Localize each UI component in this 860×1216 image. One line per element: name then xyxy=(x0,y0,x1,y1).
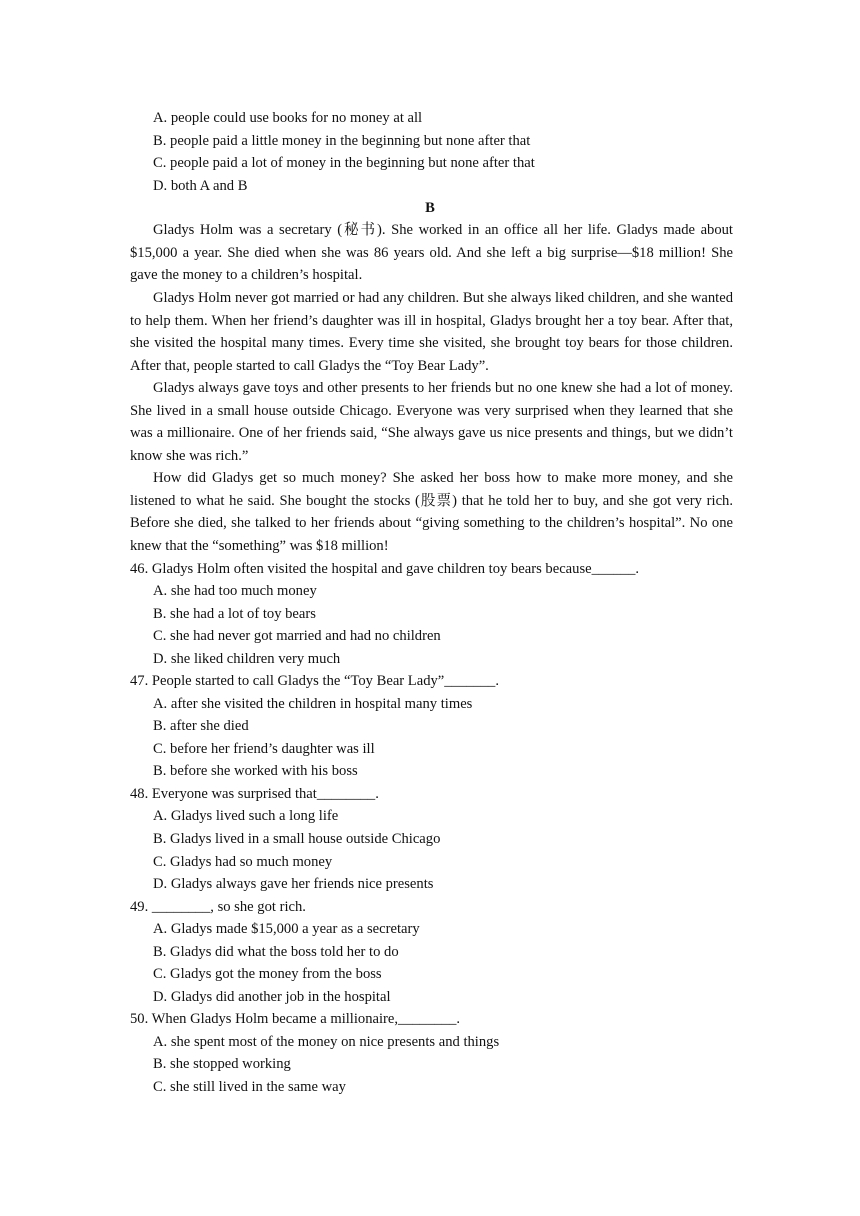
question-48-option-b: B. Gladys lived in a small house outside Chicago xyxy=(153,831,441,847)
question-50-option-a: A. she spent most of the money on nice presents and things xyxy=(153,1034,500,1050)
question-49-option-a: A. Gladys made $15,000 a year as a secretary xyxy=(153,921,420,937)
question-47-option-c: C. before her friend’s daughter was ill xyxy=(153,741,375,757)
question-48-stem: 48. Everyone was surprised that________. xyxy=(130,786,379,802)
question-49-option-d: D. Gladys did another job in the hospital xyxy=(153,989,391,1005)
question-46-stem: 46. Gladys Holm often visited the hospital and gave children toy bears because______. xyxy=(130,561,640,577)
question-50-option-b: B. she stopped working xyxy=(153,1056,291,1072)
question-48-option-a: A. Gladys lived such a long life xyxy=(153,808,339,824)
question-46-option-c: C. she had never got married and had no children xyxy=(153,628,441,644)
passage-paragraph-3: Gladys always gave toys and other presents to her friends but no one knew she had a lot of money. She lived in a small house outside Chicago. Everyone was very surprised when they learned that she was a millionaire. One of her friends said, “She always gave us nice presents and things, but we didn’t know she was rich.” xyxy=(130,380,733,464)
prev-option-d: D. both A and B xyxy=(153,178,248,194)
prev-option-b: B. people paid a little money in the beginning but none after that xyxy=(153,133,531,149)
question-49-stem: 49. ________, so she got rich. xyxy=(130,899,306,915)
question-47-stem: 47. People started to call Gladys the “Toy Bear Lady”_______. xyxy=(130,673,499,689)
question-49-option-b: B. Gladys did what the boss told her to do xyxy=(153,944,399,960)
question-48-option-c: C. Gladys had so much money xyxy=(153,854,333,870)
question-47-option-d: B. before she worked with his boss xyxy=(153,763,358,779)
passage-paragraph-4: How did Gladys get so much money? She asked her boss how to make more money, and she listened to what he said. She bought the stocks (股票) that he told her to buy, and she got very rich. Before she died, she talked to her friends about “giving something to the children’s hospital”. No one knew that the “something” was $18 million! xyxy=(130,470,733,554)
question-49-option-c: C. Gladys got the money from the boss xyxy=(153,966,382,982)
question-46-option-a: A. she had too much money xyxy=(153,583,317,599)
question-48-option-d: D. Gladys always gave her friends nice presents xyxy=(153,876,434,892)
section-title: B xyxy=(425,200,435,216)
question-46-option-b: B. she had a lot of toy bears xyxy=(153,606,316,622)
question-50-option-c: C. she still lived in the same way xyxy=(153,1079,346,1095)
passage-paragraph-2: Gladys Holm never got married or had any children. But she always liked children, and she wanted to help them. When her friend’s daughter was ill in hospital, Gladys brought her a toy bear. After that, she visited the hospital many times. Every time she visited, she brought toy bears for those children. After that, people started to call Gladys the “Toy Bear Lady”. xyxy=(130,290,733,374)
prev-option-a: A. people could use books for no money at all xyxy=(153,110,423,126)
question-50-stem: 50. When Gladys Holm became a millionaire,________. xyxy=(130,1011,461,1027)
prev-option-c: C. people paid a lot of money in the beginning but none after that xyxy=(153,155,535,171)
passage-paragraph-1: Gladys Holm was a secretary (秘书). She worked in an office all her life. Gladys made about $15,000 a year. She died when she was 86 years old. And she left a big surprise—$18 million! She gave the money to a children’s hospital. xyxy=(130,222,733,284)
question-47-option-b: B. after she died xyxy=(153,718,249,734)
question-47-option-a: A. after she visited the children in hospital many times xyxy=(153,696,473,712)
question-46-option-d: D. she liked children very much xyxy=(153,651,341,667)
